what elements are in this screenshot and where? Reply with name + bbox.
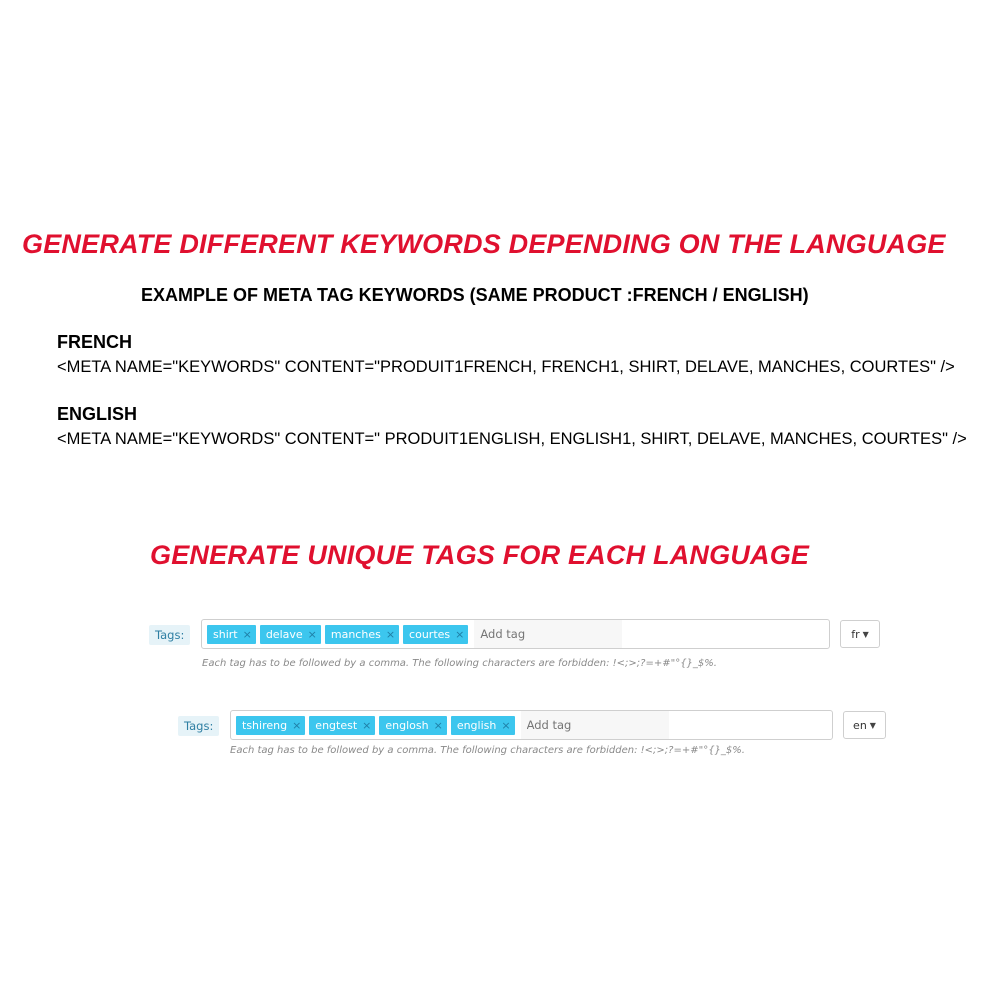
french-meta-example: <META NAME="KEYWORDS" CONTENT="PRODUIT1FRENCH, FRENCH1, SHIRT, DELAVE, MANCHES, COURTES" />: [57, 358, 955, 376]
tags-headline: GENERATE UNIQUE TAGS FOR EACH LANGUAGE: [150, 540, 810, 570]
tag-chip: [236, 716, 305, 735]
caret-down-icon: ▼: [869, 720, 876, 730]
tag-chip: [260, 625, 321, 644]
example-heading: EXAMPLE OF META TAG KEYWORDS (SAME PRODUCT :FRENCH / ENGLISH): [141, 285, 809, 305]
tag-chip: [403, 625, 468, 644]
tag-chip: [309, 716, 375, 735]
tag-chip: [379, 716, 446, 735]
caret-down-icon: ▼: [862, 629, 869, 639]
tag-chip: [207, 625, 256, 644]
language-code: en: [853, 718, 867, 732]
remove-tag-icon[interactable]: ×: [501, 718, 511, 732]
tag-input-en[interactable]: [230, 710, 833, 740]
tag-text: delave: [265, 627, 303, 641]
tags-label-en: Tags:: [178, 716, 219, 736]
tags-help-text-en: Each tag has to be followed by a comma. The following characters are forbidden: !<;>;?=+#"°{}_$%.: [230, 745, 745, 756]
remove-tag-icon[interactable]: ×: [307, 627, 317, 641]
keywords-headline: GENERATE DIFFERENT KEYWORDS DEPENDING ON THE LANGUAGE: [22, 229, 946, 259]
tag-chip: [451, 716, 515, 735]
french-label: FRENCH: [57, 332, 132, 352]
tag-text: englosh: [385, 718, 429, 732]
tag-text: shirt: [213, 627, 238, 641]
add-tag-input-en[interactable]: [521, 711, 669, 739]
tag-text: engtest: [315, 718, 358, 732]
language-code: fr: [851, 627, 860, 641]
tags-label-fr: Tags:: [149, 625, 190, 645]
tags-help-text-fr: Each tag has to be followed by a comma. The following characters are forbidden: !<;>;?=+#"°{}_$%.: [202, 658, 717, 669]
tag-text: tshireng: [242, 718, 288, 732]
language-select-fr[interactable]: [840, 620, 880, 648]
tag-text: courtes: [409, 627, 451, 641]
add-tag-input-fr[interactable]: [474, 620, 622, 648]
english-meta-example: <META NAME="KEYWORDS" CONTENT=" PRODUIT1ENGLISH, ENGLISH1, SHIRT, DELAVE, MANCHES, COURTES" />: [57, 430, 967, 448]
remove-tag-icon[interactable]: ×: [292, 718, 302, 732]
language-select-en[interactable]: [843, 711, 886, 739]
remove-tag-icon[interactable]: ×: [455, 627, 465, 641]
tag-chip: [325, 625, 399, 644]
tag-text: english: [456, 718, 497, 732]
english-label: ENGLISH: [57, 404, 138, 424]
tag-text: manches: [330, 627, 381, 641]
remove-tag-icon[interactable]: ×: [385, 627, 396, 641]
remove-tag-icon[interactable]: ×: [242, 627, 252, 641]
remove-tag-icon[interactable]: ×: [362, 718, 372, 732]
tag-input-fr[interactable]: [201, 619, 830, 649]
remove-tag-icon[interactable]: ×: [433, 718, 443, 732]
